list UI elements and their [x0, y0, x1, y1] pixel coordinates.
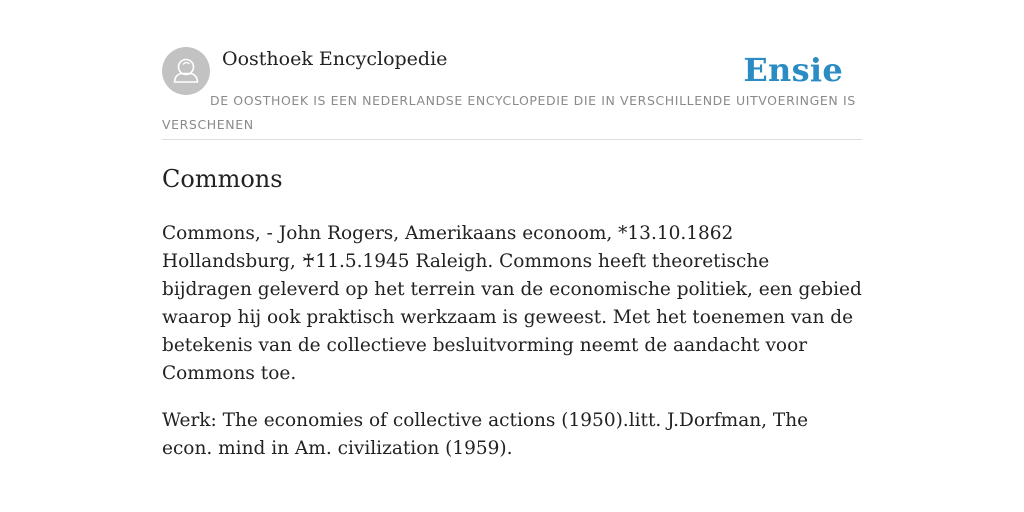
article-title: Commons [162, 165, 283, 193]
ensie-logo[interactable]: Ensie [743, 51, 843, 89]
source-description: DE OOSTHOEK IS EEN NEDERLANDSE ENCYCLOPEDIE DIE IN VERSCHILLENDE UITVOERINGEN IS VERSCHENEN [162, 93, 856, 132]
user-icon [162, 47, 210, 95]
source-title[interactable]: Oosthoek Encyclopedie [222, 48, 448, 70]
avatar[interactable] [162, 47, 210, 95]
article-paragraph: Commons, - John Rogers, Amerikaans econoom, *13.10.1862 Hollandsburg, ♰11.5.1945 Raleigh. Commons heeft theoretische bijdragen geleverd op het terrein van de economische politiek, een gebied waarop hij ook praktisch werkzaam is geweest. Met het toenemen van de betekenis van de collectieve besluitvorming neemt de aandacht voor Commons toe. [162, 223, 862, 384]
article-paragraph: Werk: The economies of collective actions (1950).litt. J.Dorfman, The econ. mind in Am. civilization (1959). [162, 410, 809, 459]
page [162, 46, 862, 463]
header [162, 46, 862, 140]
